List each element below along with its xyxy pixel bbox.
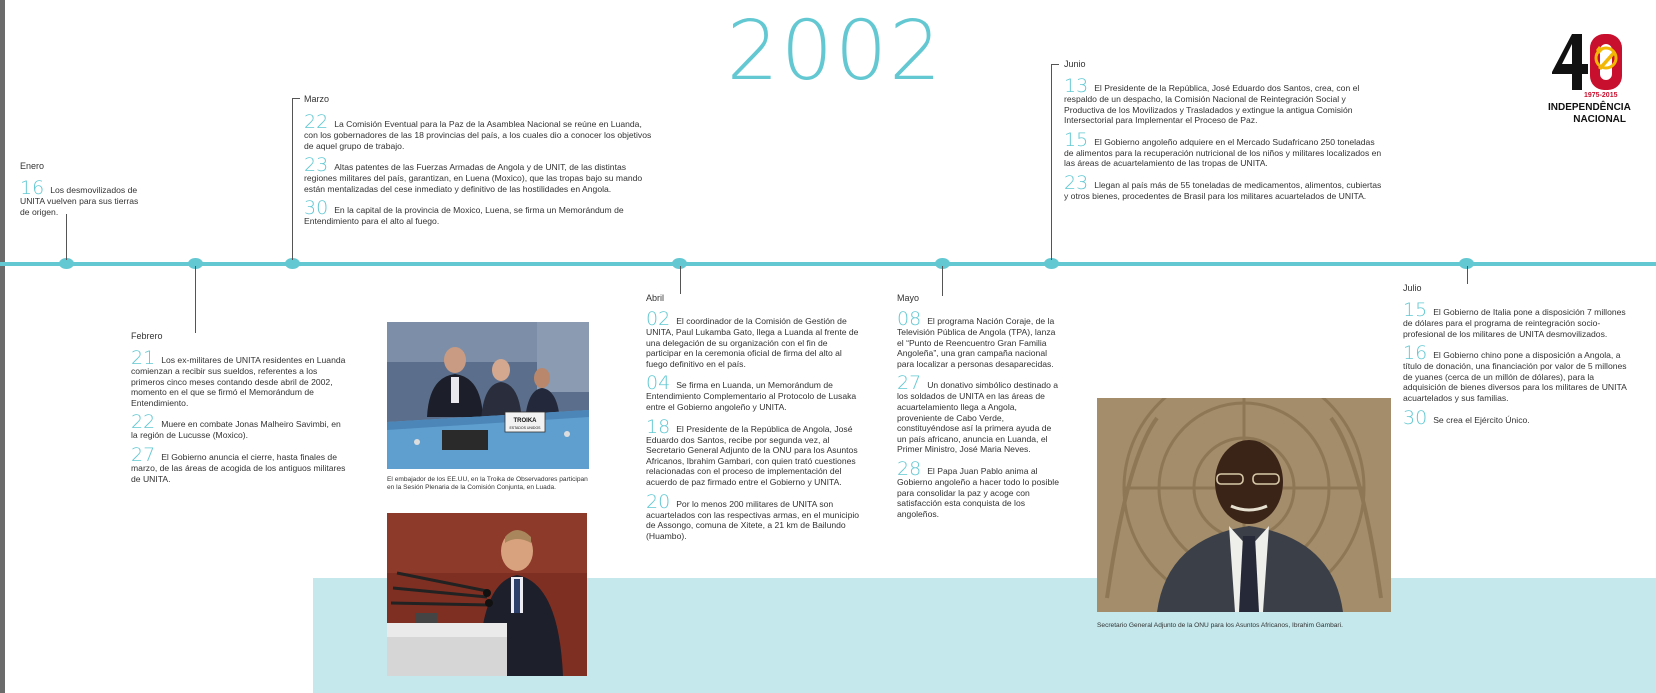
event-item: 27 El Gobierno anuncia el cierre, hasta finales de marzo, de las áreas de acogida de los antiguos militares de UNITA. (131, 443, 346, 484)
month-marzo: Marzo (304, 94, 330, 104)
tick-abril (680, 266, 681, 294)
events-julio (1403, 299, 1633, 432)
gambari-portrait-image (1097, 398, 1391, 612)
event-item: 23 Altas patentes de las Fuerzas Armadas de Angola y de UNIT, de las distintas regiones militares del país, garantizan, en Luena (Moxico), que las tropas bajo su mando están mentalizadas del cese inmediato y definitivo de las hostilidades en Angola. (304, 154, 643, 194)
event-item: 30 Se crea el Ejército Único. (1403, 406, 1530, 429)
page-edge (0, 0, 5, 693)
photo-gambari-caption: Secretario General Adjunto de la ONU para los Asuntos Africanos, Ibrahim Gambari. (1097, 622, 1343, 629)
independence-logo: 1975-2015 INDEPENDÊNCIA NACIONAL (1548, 28, 1626, 132)
event-item: 20 Por lo menos 200 militares de UNITA son acuartelados con las respectivas armas, en el municipio de Assongo, comuna de Xitete, a 21 km de Bailundo (Huambo). (646, 490, 860, 541)
event-item: 04 Se firma en Luanda, un Memorándum de Entendimiento Complementario al Protocolo de Lusaka entre el Gobierno angoleño y UNITA. (646, 372, 857, 412)
event-item: 15 El Gobierno de Italia pone a disposición 7 millones de dólares para el programa de reintegración socio-profesional de los militares de UNITA desmovilizados. (1403, 299, 1626, 339)
photo-troika-meeting (387, 322, 589, 469)
event-item: 28 El Papa Juan Pablo anima al Gobierno angoleño a hacer todo lo posible para consolidar la paz y acoge con satisfacción esta conquista de los angoleños. (897, 457, 1059, 519)
event-item: 22 La Comisión Eventual para la Paz de la Asamblea Nacional se reúne en Luanda, con los gobernadores de las 18 provincias del país, a los cuales dio a conocer los objetivos de aquel grupo de trabajo. (304, 111, 652, 151)
tick-marzo-cap (292, 98, 300, 99)
month-enero: Enero (20, 161, 45, 171)
timeline-axis (0, 262, 1656, 266)
event-item: 02 El coordinador de la Comisión de Gestión de UNITA, Paul Lukamba Gato, llega a Luanda al frente de una delegación de su organización con el fin de participar en la ceremonia oficial de firma del alto al fuego definitivo en el país. (646, 308, 859, 369)
event-item: 23 Llegan al país más de 55 toneladas de medicamentos, alimentos, cubiertas y otros bienes, procedentes de Brasil para los militares acuartelados de UNITA. (1064, 171, 1382, 201)
speaker-podium-image (387, 513, 587, 676)
logo-40-icon (1548, 28, 1626, 98)
events-marzo (304, 111, 654, 233)
event-item: 18 El Presidente de la República de Angola, José Eduardo dos Santos, recibe por segunda vez, al Secretario General Adjunto de la ONU para los Asuntos Africanos, Ibrahim Gambari, con quien trató cuestiones relacionadas con el proceso de implementación del acuerdo de paz firmado entre el Gobierno y UNITA. (646, 415, 858, 487)
month-abril: Abril (646, 293, 665, 303)
event-item: 13 El Presidente de la República, José Eduardo dos Santos, crea, con el respaldo de un despacho, la Comisión Nacional de Reintegración Social y Productiva de los Movilizados y Trasladados y extingue la antigua Comisión Intersectorial para Implementar el Proceso de Paz. (1064, 75, 1360, 126)
event-item: 22 Muere en combate Jonas Malheiro Savimbi, en la región de Lucusse (Moxico). (131, 411, 341, 441)
events-junio (1064, 75, 1384, 208)
events-mayo (897, 308, 1063, 525)
event-item: 30 En la capital de la provincia de Moxico, Luena, se firma un Memorándum de Entendimiento para el alto al fuego. (304, 197, 624, 227)
event-item: 21 Los ex-militares de UNITA residentes en Luanda comienzan a recibir sus sueldos, referentes a los primeros cinco meses contando desde abril de 2002, momento en el que se firmó el Memorándum de Entendimiento. (131, 347, 346, 408)
tick-febrero (195, 266, 196, 333)
events-enero (20, 177, 144, 223)
event-item: 08 El programa Nación Coraje, de la Televisión Pública de Angola (TPA), lanza el “Punto de Reencuentro Gran Familia Angoleña”, una gran campaña nacional para localizar a personas desaparecidas. (897, 308, 1056, 369)
photo-speaker-podium (387, 513, 587, 676)
events-abril (646, 308, 864, 547)
event-item: 27 Un donativo simbólico destinado a los soldados de UNITA en las áreas de acuartelamiento llega a Angola, proveniente de Cabo Verde, constituyéndose así la primera ayuda de un país africano, anuncia en Luanda, el Primer Ministro, José Maria Neves. (897, 372, 1059, 455)
page-title: 2002 (726, 4, 944, 99)
photo-gambari (1097, 398, 1391, 612)
month-junio: Junio (1064, 59, 1086, 69)
month-febrero: Febrero (131, 331, 163, 341)
tick-junio-cap (1051, 64, 1059, 65)
tick-marzo (292, 98, 293, 260)
events-febrero (131, 347, 349, 490)
event-item: 15 El Gobierno angoleño adquiere en el Mercado Sudafricano 250 toneladas de alimentos para la recuperación nutricional de los niños y militares localizados en las áreas de acuartelamiento de las tropas de UNITA. (1064, 128, 1382, 169)
svg-text:ESTADOS UNIDOS: ESTADOS UNIDOS (509, 426, 541, 430)
tick-julio (1467, 266, 1468, 284)
photo-troika-caption: El embajador de los EE.UU, en la Troika de Observadores participan en la Sesión Plenaria de la Comisión Conjunta, en Luada. (387, 476, 588, 491)
event-item: 16 Los desmovilizados de UNITA vuelven para sus tierras de origen. (20, 177, 139, 217)
tick-mayo (942, 266, 943, 296)
svg-text:TROIKA: TROIKA (513, 418, 537, 424)
event-item: 16 El Gobierno chino pone a disposición a Angola, a título de donación, una financiación por valor de 5 millones de yuanes (cerca de un millón de dólares), para la adquisición de bienes diversos para los militares de UNITA acuartelados y sus familias. (1403, 342, 1627, 403)
tick-junio (1051, 64, 1052, 260)
month-julio: Julio (1403, 283, 1422, 293)
troika-meeting-image (387, 322, 589, 469)
month-mayo: Mayo (897, 293, 920, 303)
